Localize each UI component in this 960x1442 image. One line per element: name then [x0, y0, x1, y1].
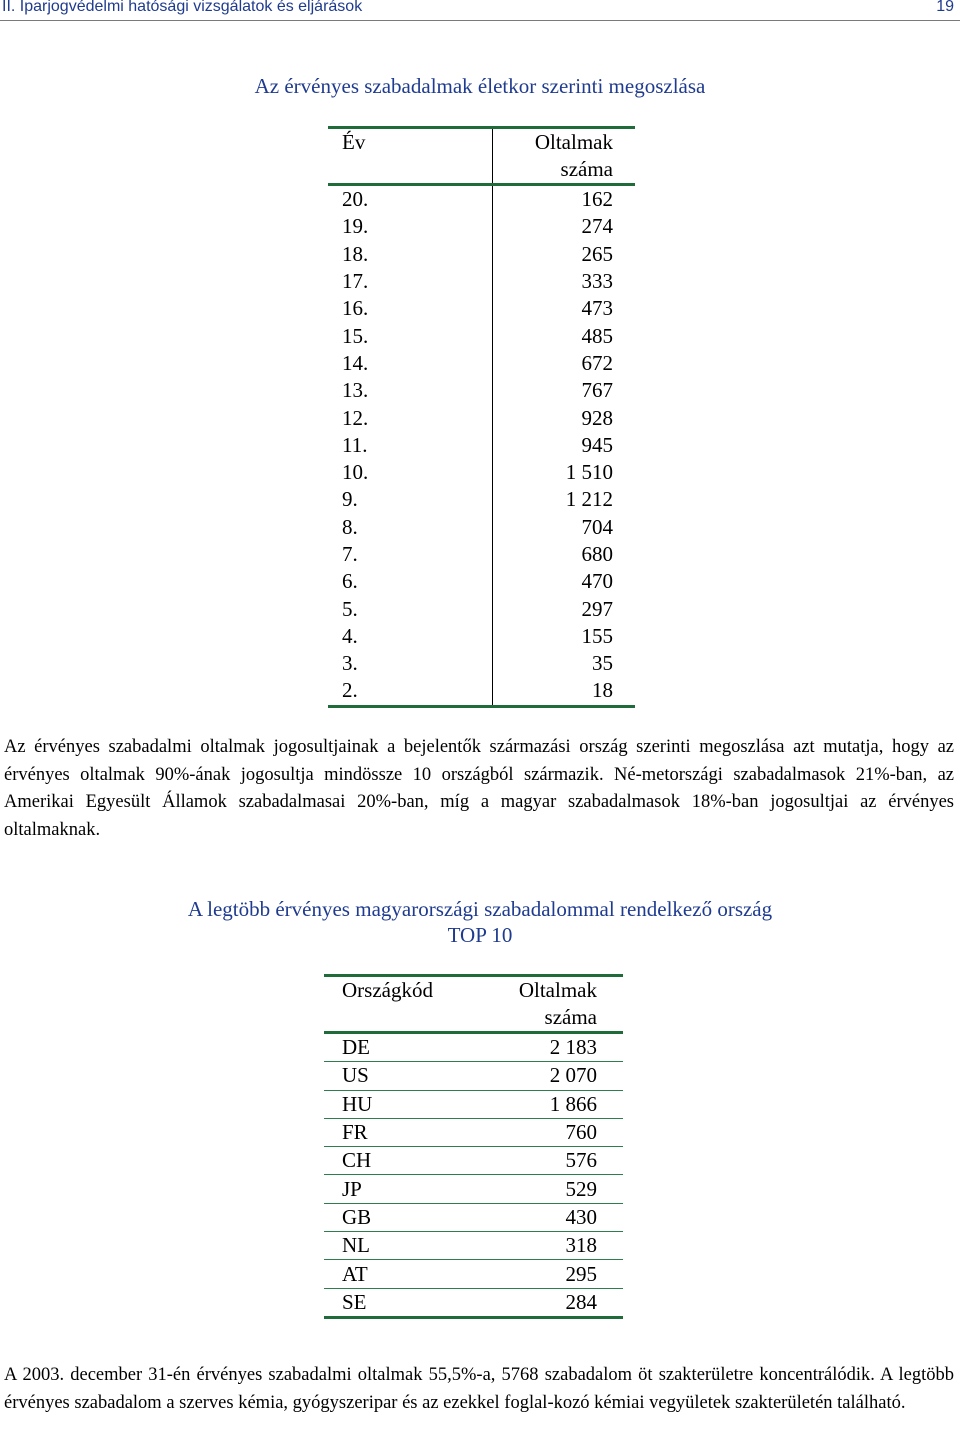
count-cell: 318: [477, 1232, 623, 1260]
table-row: [324, 1118, 623, 1146]
year-cell: 10.: [328, 459, 493, 486]
country-table-title-line1: A legtöbb érvényes magyarországi szabadalommal rendelkező ország: [187, 897, 773, 921]
count-cell: 672: [581, 350, 613, 375]
table-row: [328, 514, 635, 541]
year-cell: 12.: [328, 404, 493, 431]
count-cell: 473: [581, 296, 613, 321]
table-row: [328, 595, 635, 622]
table-row: [328, 185, 635, 214]
table-row: [328, 541, 635, 568]
table-row: [328, 350, 635, 377]
count-cell: 333: [581, 269, 613, 294]
country-code-cell: CH: [324, 1147, 477, 1175]
table-row: [328, 650, 635, 677]
year-cell: 15.: [328, 322, 493, 349]
count-cell: 2 183: [477, 1033, 623, 1062]
table-row: [328, 213, 635, 240]
country-code-cell: HU: [324, 1090, 477, 1118]
year-cell: 2.: [328, 677, 493, 706]
country-table-title-line2: TOP 10: [447, 923, 513, 947]
header-divider: [0, 20, 960, 21]
table-row: [324, 1147, 623, 1175]
country-table-title: [0, 896, 960, 948]
section-title: II. Iparjogvédelmi hatósági vizsgálatok és eljárások: [2, 0, 363, 15]
count-cell: 760: [477, 1118, 623, 1146]
table-row: [324, 1062, 623, 1090]
count-cell: 529: [477, 1175, 623, 1203]
count-cell: 945: [581, 432, 613, 457]
table-row: [328, 677, 635, 706]
country-code-cell: DE: [324, 1033, 477, 1062]
count-cell: 297: [581, 596, 613, 621]
year-cell: 7.: [328, 541, 493, 568]
table-row: [328, 241, 635, 268]
year-cell: 20.: [328, 185, 493, 214]
count-cell: 18: [493, 677, 636, 706]
year-cell: 9.: [328, 486, 493, 513]
year-cell: 3.: [328, 650, 493, 677]
country-code-cell: SE: [324, 1288, 477, 1317]
paragraph-country-distribution: Az érvényes szabadalmi oltalmak jogosultjainak a bejelentők származási ország szerinti megoszlása azt mutatja, hogy az érvényes oltalmak 90%-ának jogosultja mindössze 10 országból származik. Né-metországi szabadalmasok 21%-ban, az Amerikai Egyesült Államok szabadalmasai 20%-ban, míg a magyar szabadalmasok 18%-ban jogosultjai az érvényes oltalmaknak.: [4, 737, 954, 840]
table-row: [328, 486, 635, 513]
table-row: [324, 1260, 623, 1288]
count-header-line2: száma: [560, 157, 613, 181]
count-column-header: [477, 976, 623, 1033]
year-cell: 5.: [328, 595, 493, 622]
count-cell: 430: [477, 1203, 623, 1231]
table-row: [328, 322, 635, 349]
count-header-line1: Oltalmak: [518, 978, 597, 1002]
count-cell: 274: [581, 214, 613, 239]
age-distribution-table: [328, 126, 635, 708]
count-cell: 162: [581, 187, 613, 212]
count-cell: 35: [592, 651, 613, 676]
count-cell: 1 866: [477, 1090, 623, 1118]
table-row: [328, 404, 635, 431]
paragraph-specialization: A 2003. december 31-én érvényes szabadalmi oltalmak 55,5%-a, 5768 szabadalom öt szakterületre koncentrálódik. A legtöbb érvényes szabadalom a szerves kémia, gyógyszeripar és az ezekkel foglal-kozó kémiai vegyületek szakterületén található.: [4, 1365, 954, 1413]
table-row: [324, 1090, 623, 1118]
table-row: [324, 1232, 623, 1260]
year-cell: 14.: [328, 350, 493, 377]
age-table-title: Az érvényes szabadalmak életkor szerinti megoszlása: [254, 74, 706, 98]
country-code-cell: AT: [324, 1260, 477, 1288]
count-cell: 265: [581, 241, 613, 266]
country-code-cell: GB: [324, 1203, 477, 1231]
year-cell: 4.: [328, 623, 493, 650]
count-cell: 155: [581, 623, 613, 648]
table-header-row: [324, 976, 623, 1033]
count-cell: 1 510: [565, 460, 613, 485]
table-row: [328, 432, 635, 459]
count-cell: 284: [477, 1288, 623, 1317]
country-code-cell: NL: [324, 1232, 477, 1260]
country-code-column-header: Országkód: [324, 976, 477, 1033]
count-cell: 767: [581, 378, 613, 403]
year-cell: 19.: [328, 213, 493, 240]
table-row: [324, 1175, 623, 1203]
table-row: [324, 1288, 623, 1317]
count-cell: 295: [477, 1260, 623, 1288]
count-cell: 680: [581, 542, 613, 566]
year-cell: 8.: [328, 514, 493, 541]
table-row: [324, 1033, 623, 1062]
table-row: [328, 459, 635, 486]
count-cell: 576: [477, 1147, 623, 1175]
table-row: [328, 295, 635, 322]
count-cell: 704: [581, 514, 613, 539]
table-header-row: [328, 128, 635, 185]
table-row: [324, 1203, 623, 1231]
top10-country-table: [324, 974, 623, 1319]
year-cell: 16.: [328, 295, 493, 322]
year-cell: 11.: [328, 432, 493, 459]
table-row: [328, 623, 635, 650]
count-column-header: [493, 128, 636, 185]
year-cell: 17.: [328, 268, 493, 295]
year-cell: 13.: [328, 377, 493, 404]
count-cell: 470: [581, 569, 613, 594]
count-header-line1: Oltalmak: [534, 130, 613, 154]
country-code-cell: FR: [324, 1118, 477, 1146]
page-header: [0, 0, 960, 20]
page-number: 19: [936, 0, 954, 15]
country-code-cell: US: [324, 1062, 477, 1090]
count-cell: 485: [581, 323, 613, 348]
country-code-cell: JP: [324, 1175, 477, 1203]
year-column-header: Év: [328, 128, 493, 185]
count-cell: 1 212: [565, 487, 613, 512]
table-row: [328, 377, 635, 404]
count-header-line2: száma: [544, 1005, 597, 1029]
year-cell: 6.: [328, 568, 493, 595]
table-row: [328, 568, 635, 595]
count-cell: 928: [581, 405, 613, 430]
count-cell: 2 070: [477, 1062, 623, 1090]
table-row: [328, 268, 635, 295]
year-cell: 18.: [328, 241, 493, 268]
